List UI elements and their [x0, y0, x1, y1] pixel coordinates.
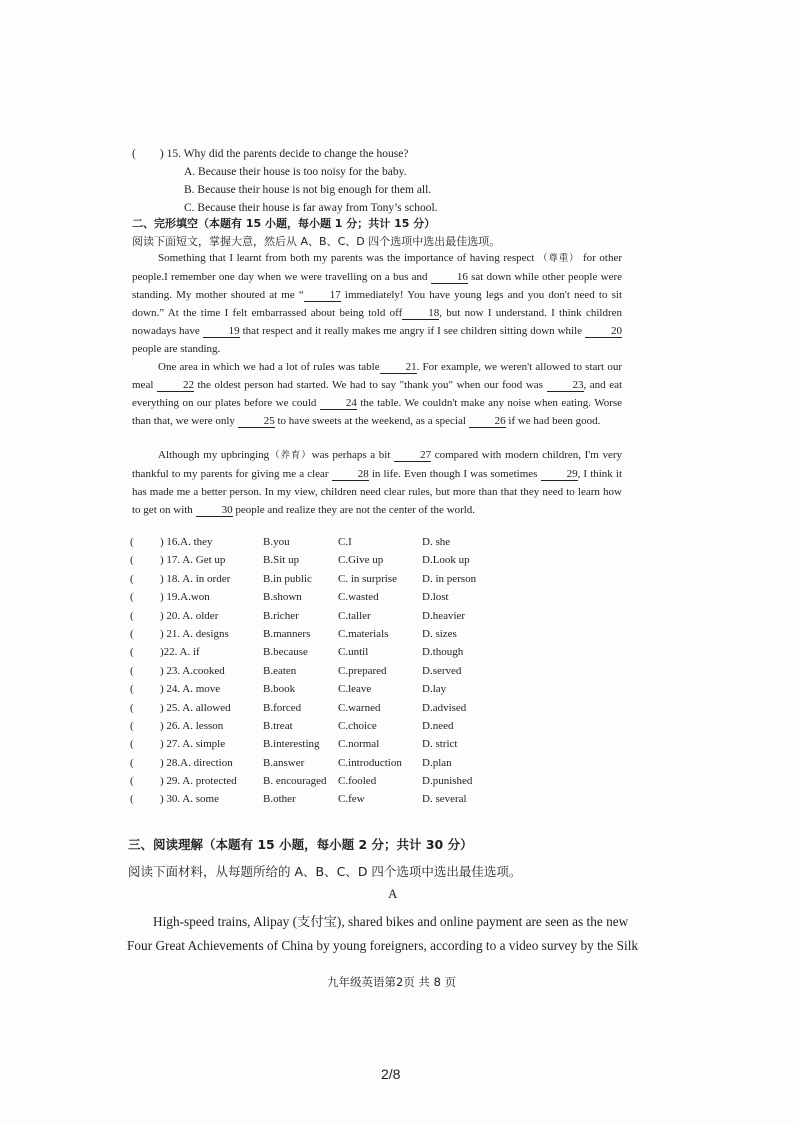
cloze-text: the oldest person had started. We had to say "thank you" when our food was	[197, 379, 543, 392]
option-c: C.fooled	[338, 775, 377, 788]
option-d: D. strict	[422, 738, 458, 751]
section-2-heading: 二、完形填空（本题有 15 小题，每小题 1 分；共计 15 分）	[132, 217, 436, 230]
answer-paren-close: )	[159, 148, 164, 160]
cloze-text: the table. We couldn't make any noise when eating. Worse than that, we were only	[132, 397, 623, 428]
option-a: ) 28.A. direction	[160, 756, 233, 769]
option-d: D.Look up	[422, 554, 470, 567]
answer-paren: (	[130, 756, 134, 769]
option-a: ) 20. A. older	[160, 609, 219, 622]
option-b: B.book	[263, 683, 296, 696]
option-b: B.you	[263, 536, 290, 548]
option-a: ) 26. A. lesson	[160, 719, 224, 732]
blank-27: 27	[394, 449, 431, 462]
cloze-text: people and realize they are not the center of the world.	[235, 504, 476, 517]
blank-18: 18	[402, 307, 439, 320]
option-a: ) 19.A.won	[160, 591, 210, 604]
answer-paren: (	[130, 738, 134, 751]
q15-option-a: A. Because their house is too noisy for the baby.	[184, 166, 407, 178]
answer-paren: (	[130, 609, 134, 622]
q15-option-b: B. Because their house is not big enough for them all.	[184, 184, 432, 196]
option-c: C.I	[338, 536, 352, 548]
answer-paren: (	[130, 719, 134, 732]
option-a: ) 18. A. in order	[160, 572, 231, 585]
option-c: C. in surprise	[338, 572, 397, 585]
blank-23: 23	[547, 379, 584, 392]
cloze-text: in life. Even though I was sometimes	[371, 468, 538, 481]
cloze-text: , I think it has made me a better person. In my view, children need clear rules, but more than that they need to learn how to get on with	[132, 468, 623, 517]
passage-a-line-1: High-speed trains, Alipay (支付宝), shared bikes and online payment are seen as the new	[153, 914, 629, 929]
option-a: ) 17. A. Get up	[160, 554, 226, 567]
answer-paren: (	[130, 591, 134, 604]
option-b: B.eaten	[263, 664, 297, 677]
cloze-text: that respect and it really makes me angry if I see children sitting down while	[242, 325, 583, 338]
gloss-respect: （尊重）	[538, 253, 580, 264]
option-c: C.choice	[338, 719, 377, 732]
option-b: B.richer	[263, 609, 299, 622]
answer-paren-open: (	[132, 148, 136, 160]
option-a: ) 29. A. protected	[160, 775, 237, 788]
option-c: C.prepared	[338, 664, 387, 677]
blank-26: 26	[469, 415, 506, 428]
cloze-text: people are standing.	[132, 343, 221, 356]
cloze-text: for other people.I remember one day when we were travelling on a bus and	[132, 252, 623, 284]
option-b: B.interesting	[263, 738, 320, 751]
option-d: D.punished	[422, 775, 473, 788]
option-d: D.served	[422, 664, 462, 677]
option-a: ) 24. A. move	[160, 683, 221, 696]
option-d: D.lost	[422, 591, 449, 604]
answer-paren: (	[130, 793, 134, 806]
cloze-text: Something that I learnt from both my parents was the importance of having respect	[158, 252, 535, 264]
answer-paren: (	[130, 664, 134, 677]
answer-paren: (	[130, 572, 134, 585]
section-3-instruction: 阅读下面材料，从每题所给的 A、B、C、D 四个选项中选出最佳选项。	[128, 864, 522, 879]
answer-paren: (	[130, 646, 134, 659]
cloze-text: , and eat everything on our plates before we could	[132, 379, 623, 410]
answer-paren: (	[130, 683, 134, 696]
q15-option-c: C. Because their house is far away from Tony’s school.	[184, 202, 438, 214]
question-15-text: 15. Why did the parents decide to change the house?	[166, 148, 409, 160]
blank-20: 20	[585, 325, 622, 338]
answer-paren: (	[130, 536, 134, 548]
cloze-text: compared with modern children, I'm very thankful to my parents for giving me a clear	[132, 449, 623, 481]
blank-24: 24	[320, 397, 357, 410]
cloze-text: was perhaps a bit	[311, 449, 391, 461]
answer-paren: (	[130, 554, 134, 567]
option-c: C.wasted	[338, 591, 379, 604]
option-d: D. several	[422, 793, 467, 806]
passage-a-line-2: Four Great Achievements of China by young foreigners, according to a video survey by the Silk	[127, 938, 639, 953]
option-a: ) 21. A. designs	[160, 627, 229, 640]
cloze-paragraph-3	[132, 446, 622, 519]
cloze-paragraph-1	[132, 249, 622, 359]
blank-19: 19	[203, 325, 240, 338]
blank-28: 28	[332, 468, 369, 481]
option-b: B. encouraged	[263, 775, 327, 788]
option-d: D.lay	[422, 683, 447, 696]
option-c: C.normal	[338, 738, 380, 751]
blank-16: 16	[431, 271, 468, 284]
page-indicator: 2/8	[381, 1066, 401, 1082]
option-d: D. she	[422, 536, 451, 548]
passage-a-label: A	[388, 886, 398, 901]
answer-paren: (	[130, 627, 134, 640]
option-c: C.Give up	[338, 554, 384, 567]
option-b: B.manners	[263, 627, 311, 640]
option-d: D. sizes	[422, 627, 457, 640]
cloze-text: to have sweets at the weekend, as a special	[277, 415, 466, 428]
option-c: C.leave	[338, 683, 372, 696]
cloze-text: immediately! You have young legs and you don't need to sit down.” At the time I felt embarrassed about being told off	[132, 289, 623, 320]
option-d: D.advised	[422, 701, 467, 714]
option-b: B.because	[263, 646, 308, 659]
option-a: ) 30. A. some	[160, 793, 219, 806]
cloze-text: , but now I understand. I think children nowadays have	[132, 307, 623, 338]
answer-paren: (	[130, 701, 134, 714]
option-b: B.answer	[263, 756, 305, 769]
option-a: ) 27. A. simple	[160, 738, 226, 751]
page-footer: 九年级英语第2页 共 8 页	[327, 975, 457, 989]
option-c: C.few	[338, 793, 365, 806]
blank-25: 25	[238, 415, 275, 428]
option-b: B.Sit up	[263, 554, 300, 567]
option-a: ) 23. A.cooked	[160, 664, 225, 677]
section-3-heading: 三、阅读理解（本题有 15 小题，每小题 2 分；共计 30 分）	[128, 837, 473, 852]
cloze-text: . For example, we weren't allowed to start our meal	[132, 361, 622, 392]
option-a: ) 25. A. allowed	[160, 701, 231, 714]
blank-22: 22	[157, 379, 194, 392]
option-a: ) 16.A. they	[160, 536, 213, 548]
option-b: B.other	[263, 793, 296, 806]
cloze-text: if we had been good.	[508, 415, 601, 428]
option-c: C.materials	[338, 627, 389, 640]
option-d: D.plan	[422, 756, 452, 769]
blank-21: 21	[380, 361, 417, 374]
section-2-instruction: 阅读下面短文，掌握大意，然后从 A、B、C、D 四个选项中选出最佳选项。	[132, 235, 501, 248]
option-d: D. in person	[422, 572, 477, 585]
option-a: )22. A. if	[160, 646, 200, 659]
option-d: D.heavier	[422, 609, 466, 622]
option-c: C.introduction	[338, 756, 402, 769]
option-b: B.in public	[263, 572, 312, 585]
option-b: B.shown	[263, 591, 302, 604]
gloss-upbringing: （养育）	[269, 450, 312, 461]
cloze-text: Although my upbringing	[158, 449, 270, 461]
option-b: B.treat	[263, 719, 293, 732]
option-d: D.though	[422, 646, 464, 659]
option-d: D.need	[422, 719, 454, 732]
blank-29: 29	[541, 468, 578, 481]
blank-30: 30	[196, 504, 233, 517]
question-15	[132, 147, 408, 161]
cloze-text: One area in which we had a lot of rules was table	[158, 361, 380, 373]
blank-17: 17	[304, 289, 341, 302]
option-c: C.until	[338, 646, 369, 659]
cloze-paragraph-2	[132, 358, 622, 430]
option-b: B.forced	[263, 701, 302, 714]
answer-paren: (	[130, 775, 134, 788]
option-c: C.warned	[338, 701, 381, 714]
cloze-text: sat down while other people were standing. My mother shouted at me “	[132, 271, 623, 302]
option-c: C.taller	[338, 609, 371, 622]
